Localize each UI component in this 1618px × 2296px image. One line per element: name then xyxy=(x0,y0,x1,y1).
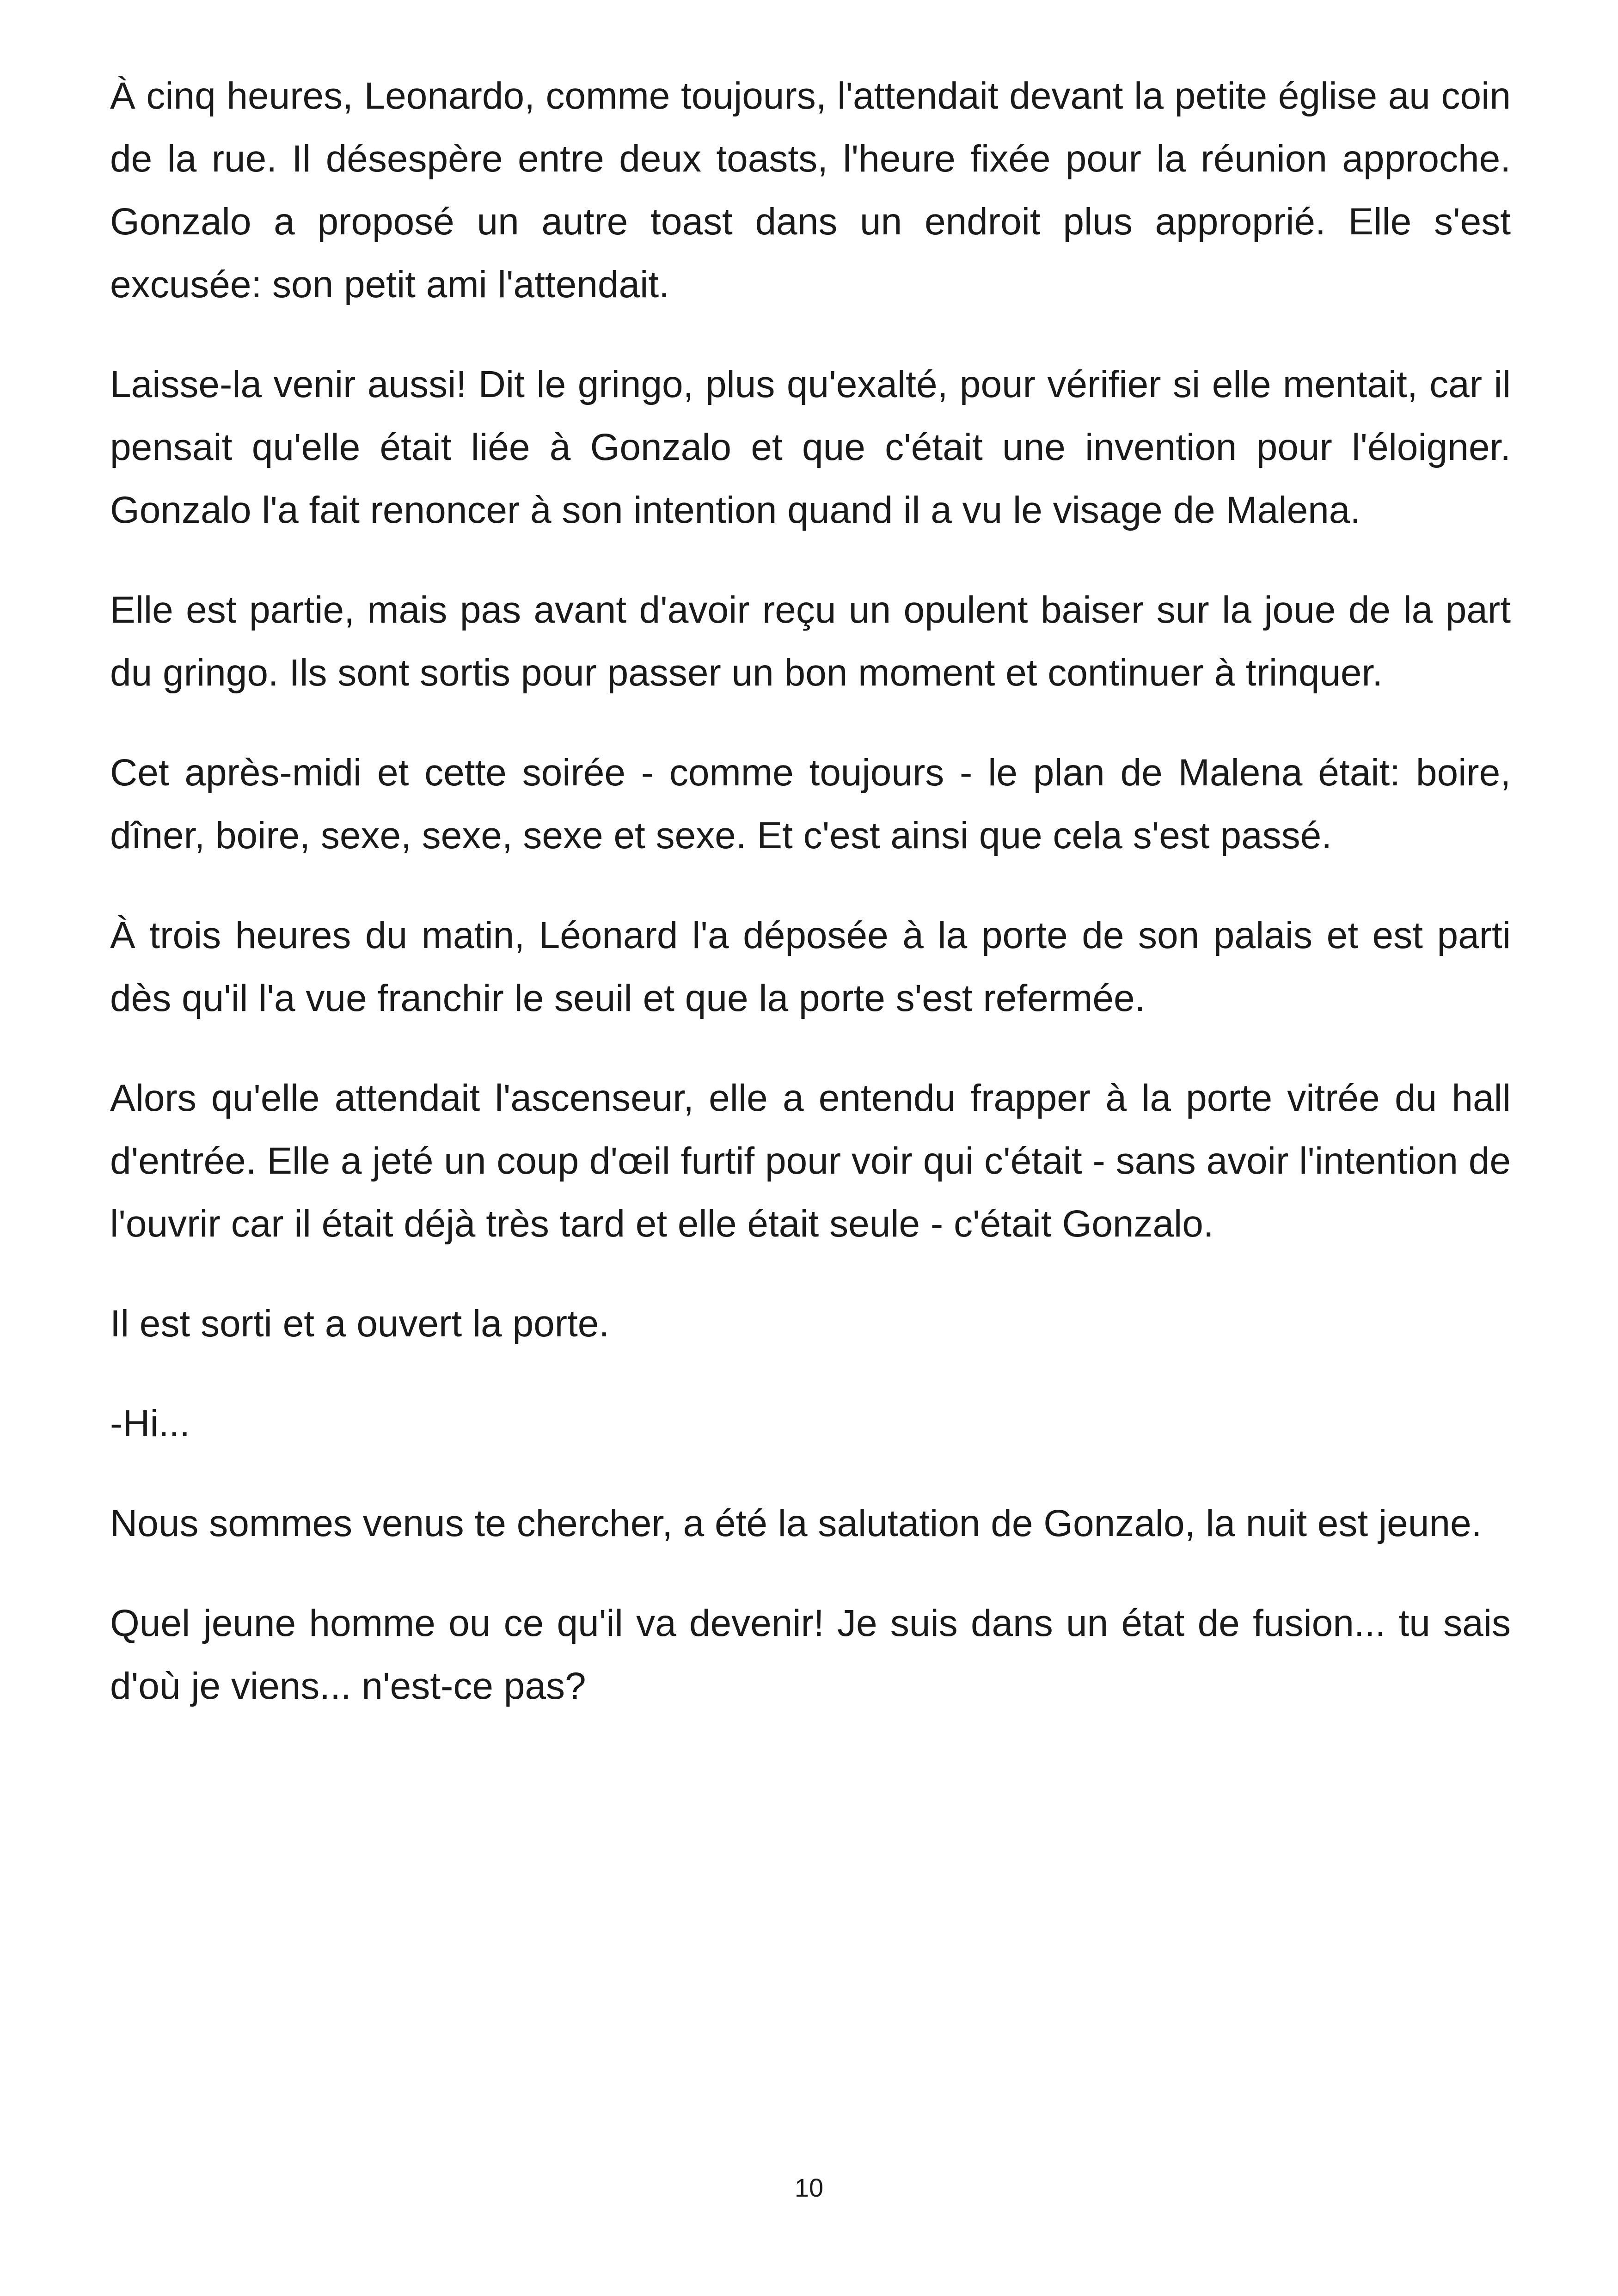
paragraph: Laisse-la venir aussi! Dit le gringo, plus qu'exalté, pour vérifier si elle mentait, car il pensait qu'elle était liée à Gonzalo et que c'était une invention pour l'éloigner. Gonzalo l'a fait renoncer à son intention quand il a vu le visage de Malena. xyxy=(110,363,1511,531)
paragraph: À trois heures du matin, Léonard l'a déposée à la porte de son palais et est parti dès qu'il l'a vue franchir le seuil et que la porte s'est refermée. xyxy=(110,914,1511,1019)
paragraph: Il est sorti et a ouvert la porte. xyxy=(110,1303,610,1345)
paragraph: Cet après-midi et cette soirée - comme toujours - le plan de Malena était: boire, dîner, boire, sexe, sexe, sexe et sexe. Et c'est ainsi que cela s'est passé. xyxy=(110,752,1511,857)
paragraph: À cinq heures, Leonardo, comme toujours, l'attendait devant la petite église au coin de la rue. Il désespère entre deux toasts, l'heure fixée pour la réunion approche. Gonzalo a proposé un autre toast dans un endroit plus approprié. Elle s'est excusée: son petit ami l'attendait. xyxy=(110,75,1511,306)
paragraph: Quel jeune homme ou ce qu'il va devenir! Je suis dans un état de fusion... tu sais d'où je viens... n'est-ce pas? xyxy=(110,1602,1511,1707)
paragraph: -Hi... xyxy=(110,1402,190,1445)
paragraph: Nous sommes venus te chercher, a été la salutation de Gonzalo, la nuit est jeune. xyxy=(110,1502,1482,1544)
body-text xyxy=(110,65,1511,1755)
paragraph: Alors qu'elle attendait l'ascenseur, elle a entendu frapper à la porte vitrée du hall d'entrée. Elle a jeté un coup d'œil furtif pour voir qui c'était - sans avoir l'intention de l'ouvrir car il était déjà très tard et elle était seule - c'était Gonzalo. xyxy=(110,1077,1511,1245)
page-number: 10 xyxy=(794,2173,824,2202)
paragraph: Elle est partie, mais pas avant d'avoir reçu un opulent baiser sur la joue de la part du gringo. Ils sont sortis pour passer un bon moment et continuer à trinquer. xyxy=(110,589,1511,694)
